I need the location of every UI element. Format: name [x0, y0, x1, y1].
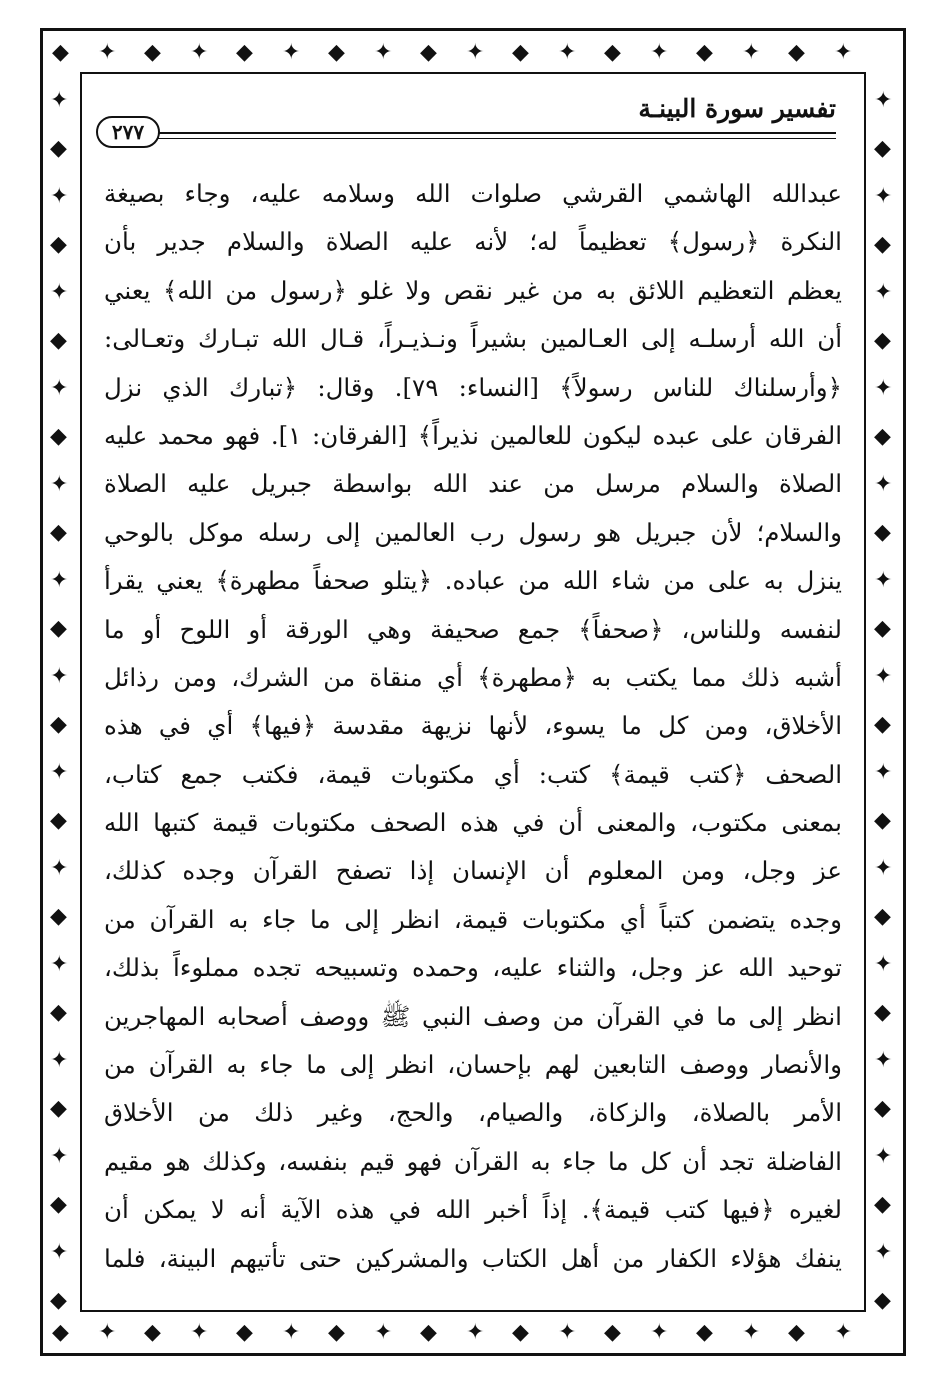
text-line: بمعنى مكتوب، والمعنى أن في هذه الصحف مكتوبات قيمة كتبها الله	[104, 808, 842, 838]
border-ornament-icon: ✦	[874, 856, 893, 881]
border-ornament-icon: ◆	[50, 424, 67, 449]
border-ornament-icon: ✦	[50, 568, 69, 593]
border-ornament-icon: ◆	[420, 40, 437, 65]
border-ornament-icon: ✦	[558, 1320, 577, 1345]
border-ornament-icon: ✦	[874, 184, 893, 209]
border-ornament-icon: ✦	[374, 40, 393, 65]
border-ornament-icon: ✦	[742, 1320, 761, 1345]
text-line: الأخلاق، ومن كل ما يسوء، لأنها نزيهة مقدسة ﴿فيها﴾ أي في هذه	[104, 711, 842, 741]
border-ornament-icon: ✦	[834, 1320, 853, 1345]
border-ornament-icon: ◆	[50, 808, 67, 833]
text-line: الفرقان على عبده ليكون للعالمين نذيراً﴾ [الفرقان: ١]. فهو محمد عليه	[104, 420, 842, 450]
border-ornament-icon: ◆	[696, 40, 713, 65]
border-ornament-icon: ◆	[874, 1288, 891, 1313]
border-ornament-icon: ✦	[190, 1320, 209, 1345]
body-text	[104, 170, 842, 1283]
border-ornament-icon: ◆	[420, 1320, 437, 1345]
text-line: الأمر بالصلاة، والزكاة، والصيام، والحج، وغير ذلك من الأخلاق	[104, 1098, 842, 1128]
border-ornament-icon: ✦	[282, 40, 301, 65]
border-ornament-icon: ✦	[50, 760, 69, 785]
border-ornament-icon: ◆	[874, 520, 891, 545]
border-ornament-icon: ✦	[650, 40, 669, 65]
border-ornament-icon: ◆	[874, 904, 891, 929]
border-ornament-icon: ✦	[190, 40, 209, 65]
border-ornament-icon: ✦	[50, 1240, 69, 1265]
border-ornament-icon: ✦	[282, 1320, 301, 1345]
border-ornament-icon: ✦	[874, 568, 893, 593]
border-ornament-icon: ✦	[50, 184, 69, 209]
border-ornament-icon: ◆	[874, 136, 891, 161]
page-number: ٢٧٧	[96, 116, 160, 148]
text-line: الصحف ﴿كتب قيمة﴾ كتب: أي مكتوبات قيمة، فكتب جمع كتاب،	[104, 759, 842, 789]
text-line: انظر إلى ما في القرآن من وصف النبي ﷺ ووصف أصحابه المهاجرين	[104, 1001, 842, 1031]
border-ornament-icon: ✦	[50, 1048, 69, 1073]
border-ornament-icon: ✦	[558, 40, 577, 65]
border-ornament-icon: ◆	[50, 520, 67, 545]
text-line: يعظم التعظيم اللائق به من غير نقص ولا غلو ﴿رسول من الله﴾ يعني	[104, 275, 842, 305]
border-ornament-icon: ◆	[874, 424, 891, 449]
border-ornament-icon: ◆	[874, 616, 891, 641]
text-line: أشبه ذلك مما يكتب به ﴿مطهرة﴾ أي منقاة من الشرك، ومن رذائل	[104, 662, 842, 692]
text-line: لغيره ﴿فيها كتب قيمة﴾. إذاً أخبر الله في هذه الآية أنه لا يمكن أن	[104, 1195, 842, 1225]
text-line: والسلام؛ لأن جبريل هو رسول رب العالمين إلى رسله موكل بالوحي	[104, 517, 842, 547]
border-ornament-icon: ✦	[874, 760, 893, 785]
border-ornament-icon: ◆	[52, 1320, 69, 1345]
border-ornament-icon: ◆	[50, 232, 67, 257]
border-ornament-icon: ✦	[50, 664, 69, 689]
border-ornament-icon: ◆	[874, 808, 891, 833]
text-line: الفاضلة تجد أن كل ما جاء به القرآن فهو قيم بنفسه، وكذلك هو مقيم	[104, 1146, 842, 1176]
border-ornament-icon: ◆	[50, 136, 67, 161]
border-ornament-icon: ◆	[50, 328, 67, 353]
border-ornament-icon: ✦	[50, 1144, 69, 1169]
border-ornament-icon: ◆	[144, 1320, 161, 1345]
border-ornament-icon: ✦	[50, 88, 69, 113]
border-ornament-icon: ◆	[874, 1096, 891, 1121]
border-ornament-icon: ✦	[98, 1320, 117, 1345]
text-line: ينفك هؤلاء الكفار من أهل الكتاب والمشركين حتى تأتيهم البينة، فلما	[104, 1243, 842, 1273]
header-rule	[156, 132, 836, 134]
page-header	[96, 88, 846, 150]
header-rule-thin	[156, 138, 836, 139]
text-line: توحيد الله عز وجل، والثناء عليه، وحمده وتسبيحه تجده مملوءاً بذلك،	[104, 953, 842, 983]
border-ornament-icon: ◆	[50, 1096, 67, 1121]
border-ornament-icon: ✦	[374, 1320, 393, 1345]
text-line: عبدالله الهاشمي القرشي صلوات الله وسلامه عليه، وجاء بصيغة	[104, 179, 842, 208]
text-line: وجده يتضمن كتباً أي مكتوبات قيمة، انظر إلى ما جاء به القرآن من	[104, 904, 842, 934]
border-ornament-icon: ◆	[874, 232, 891, 257]
text-line: ينزل به على من شاء الله من عباده. ﴿يتلو صحفاً مطهرة﴾ يعني يقرأ	[104, 566, 842, 596]
border-ornament-icon: ✦	[874, 88, 893, 113]
text-line: أن الله أرسلـه إلى العـالمين بشيراً ونـذيـراً، قـال الله تبـارك وتعـالى:	[104, 324, 842, 354]
border-ornament-icon: ✦	[874, 280, 893, 305]
text-line: عز وجل، ومن المعلوم أن الإنسان إذا تصفح القرآن وجده كذلك،	[104, 856, 842, 886]
border-ornament-icon: ◆	[874, 328, 891, 353]
border-ornament-icon: ✦	[98, 40, 117, 65]
border-ornament-icon: ✦	[874, 1048, 893, 1073]
border-ornament-icon: ◆	[512, 40, 529, 65]
text-line: لنفسه وللناس، ﴿صحفاً﴾ جمع صحيفة وهي الورقة أو اللوح أو ما	[104, 614, 842, 644]
border-ornament-icon: ◆	[874, 1000, 891, 1025]
border-ornament-icon: ◆	[604, 1320, 621, 1345]
border-ornament-icon: ✦	[50, 856, 69, 881]
border-ornament-icon: ◆	[696, 1320, 713, 1345]
border-ornament-icon: ◆	[144, 40, 161, 65]
border-ornament-icon: ✦	[50, 376, 69, 401]
border-ornament-icon: ◆	[52, 40, 69, 65]
border-ornament-icon: ◆	[788, 40, 805, 65]
text-line: الصلاة والسلام مرسل من عند الله بواسطة جبريل عليه الصلاة	[104, 469, 842, 499]
border-ornament-icon: ◆	[874, 712, 891, 737]
border-ornament-icon: ◆	[50, 1000, 67, 1025]
border-ornament-icon: ✦	[742, 40, 761, 65]
text-line: النكرة ﴿رسول﴾ تعظيماً له؛ لأنه عليه الصلاة والسلام جدير بأن	[104, 227, 842, 257]
border-ornament-icon: ◆	[50, 616, 67, 641]
border-ornament-icon: ✦	[650, 1320, 669, 1345]
text-line: ﴿وأرسلناك للناس رسولاً﴾ [النساء: ٧٩]. وقال: ﴿تبارك الذي نزل	[104, 372, 842, 402]
border-ornament-icon: ◆	[50, 904, 67, 929]
border-ornament-icon: ✦	[50, 952, 69, 977]
border-ornament-icon: ◆	[50, 1288, 67, 1313]
border-ornament-icon: ◆	[604, 40, 621, 65]
border-ornament-icon: ✦	[874, 664, 893, 689]
border-ornament-icon: ✦	[834, 40, 853, 65]
border-ornament-icon: ✦	[874, 952, 893, 977]
border-ornament-icon: ✦	[874, 376, 893, 401]
border-ornament-icon: ◆	[50, 712, 67, 737]
border-ornament-icon: ◆	[50, 1192, 67, 1217]
running-title: تفسير سورة البينـة	[638, 94, 836, 123]
text-line: والأنصار ووصف التابعين لهم بإحسان، انظر إلى ما جاء به القرآن من	[104, 1050, 842, 1080]
border-ornament-icon: ✦	[466, 40, 485, 65]
border-ornament-icon: ◆	[328, 1320, 345, 1345]
border-ornament-icon: ◆	[236, 1320, 253, 1345]
border-ornament-icon: ✦	[50, 472, 69, 497]
border-ornament-icon: ◆	[788, 1320, 805, 1345]
border-ornament-icon: ◆	[874, 1192, 891, 1217]
border-ornament-icon: ✦	[874, 1240, 893, 1265]
border-ornament-icon: ✦	[50, 280, 69, 305]
border-ornament-icon: ✦	[874, 472, 893, 497]
border-ornament-icon: ◆	[236, 40, 253, 65]
border-ornament-icon: ✦	[466, 1320, 485, 1345]
border-ornament-icon: ◆	[328, 40, 345, 65]
border-ornament-icon: ◆	[512, 1320, 529, 1345]
border-ornament-icon: ✦	[874, 1144, 893, 1169]
